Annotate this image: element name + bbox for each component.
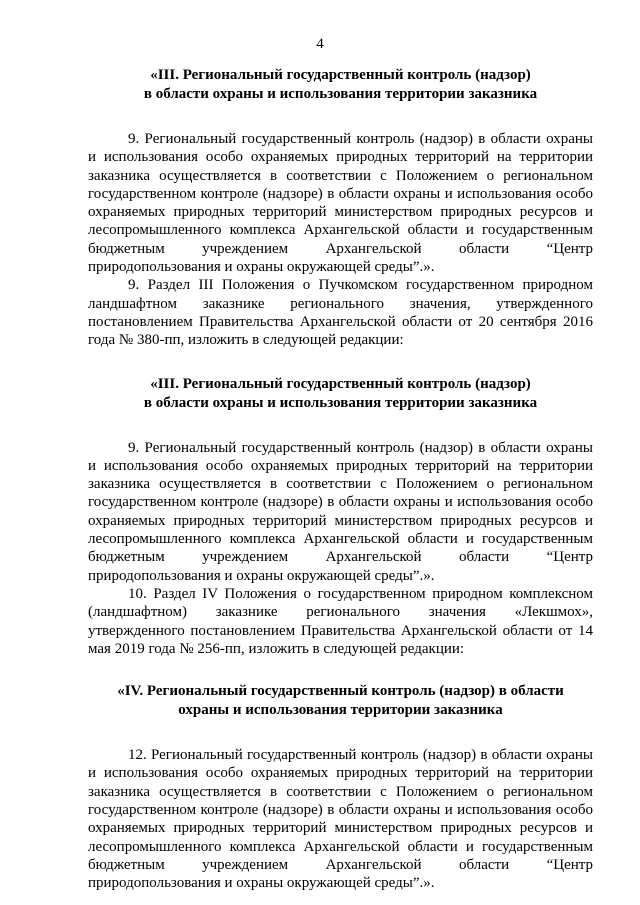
paragraph-3: 9. Региональный государственный контроль (надзор) в области охраны и использования особо охраняемых природных территорий на территории заказника осуществляется в соответствии с Положением о региональном государственном контроле (надзоре) в области охраны и использования особо охраняемых природных территорий министерством природных ресурсов и лесопромышленного комплекса Архангельской области и государственным бюджетным учреждением Архангельской области “Центр природопользования и охраны окружающей среды”.». — [88, 439, 593, 584]
section-heading-3 — [88, 682, 593, 720]
section-heading-1-line2: в области охраны и использования территории заказника — [143, 86, 538, 102]
section-heading-1 — [88, 66, 593, 104]
page-number: 4 — [316, 36, 324, 52]
paragraph-5: 12. Региональный государственный контроль (надзор) в области охраны и использования особо охраняемых природных территорий на территории заказника осуществляется в соответствии с Положением о региональном государственном контроле (надзоре) в области охраны и использования особо охраняемых природных территорий министерством природных ресурсов и лесопромышленного комплекса Архангельской области и государственным бюджетным учреждением Архангельской области “Центр природопользования и охраны окружающей среды”.». — [88, 747, 593, 892]
paragraph-2: 9. Раздел III Положения о Пучкомском государственном природном ландшафтном заказнике регионального значения, утвержденного постановлением Правительства Архангельской области от 20 сентября 2016 года № 380-пп, изложить в следующей редакции: — [88, 277, 593, 349]
section-heading-3-line1: «IV. Региональный государственный контроль (надзор) в области — [117, 683, 564, 700]
paragraph-4: 10. Раздел IV Положения о государственном природном комплексном (ландшафтном) заказнике регионального значения «Лекшмох», утвержденного постановлением Правительства Архангельской области от 14 мая 2019 года № 256-пп, изложить в следующей редакции: — [88, 585, 593, 657]
section-heading-3-line2: охраны и использования территории заказника — [178, 702, 503, 719]
section-heading-2-line1: «III. Региональный государственный контроль (надзор) — [150, 375, 531, 392]
section-heading-2-line2: в области охраны и использования территории заказника — [143, 394, 538, 411]
section-heading-2 — [88, 375, 593, 413]
paragraph-1: 9. Региональный государственный контроль (надзор) в области охраны и использования особо охраняемых природных территорий на территории заказника осуществляется в соответствии с Положением о региональном государственном контроле (надзоре) в области охраны и использования особо охраняемых природных территорий министерством природных ресурсов и лесопромышленного комплекса Архангельской области и государственным бюджетным учреждением Архангельской области “Центр природопользования и охраны окружающей среды”.». — [88, 131, 593, 276]
section-heading-1-line1: «III. Региональный государственный контроль (надзор) — [150, 67, 531, 83]
document-body — [88, 66, 593, 893]
